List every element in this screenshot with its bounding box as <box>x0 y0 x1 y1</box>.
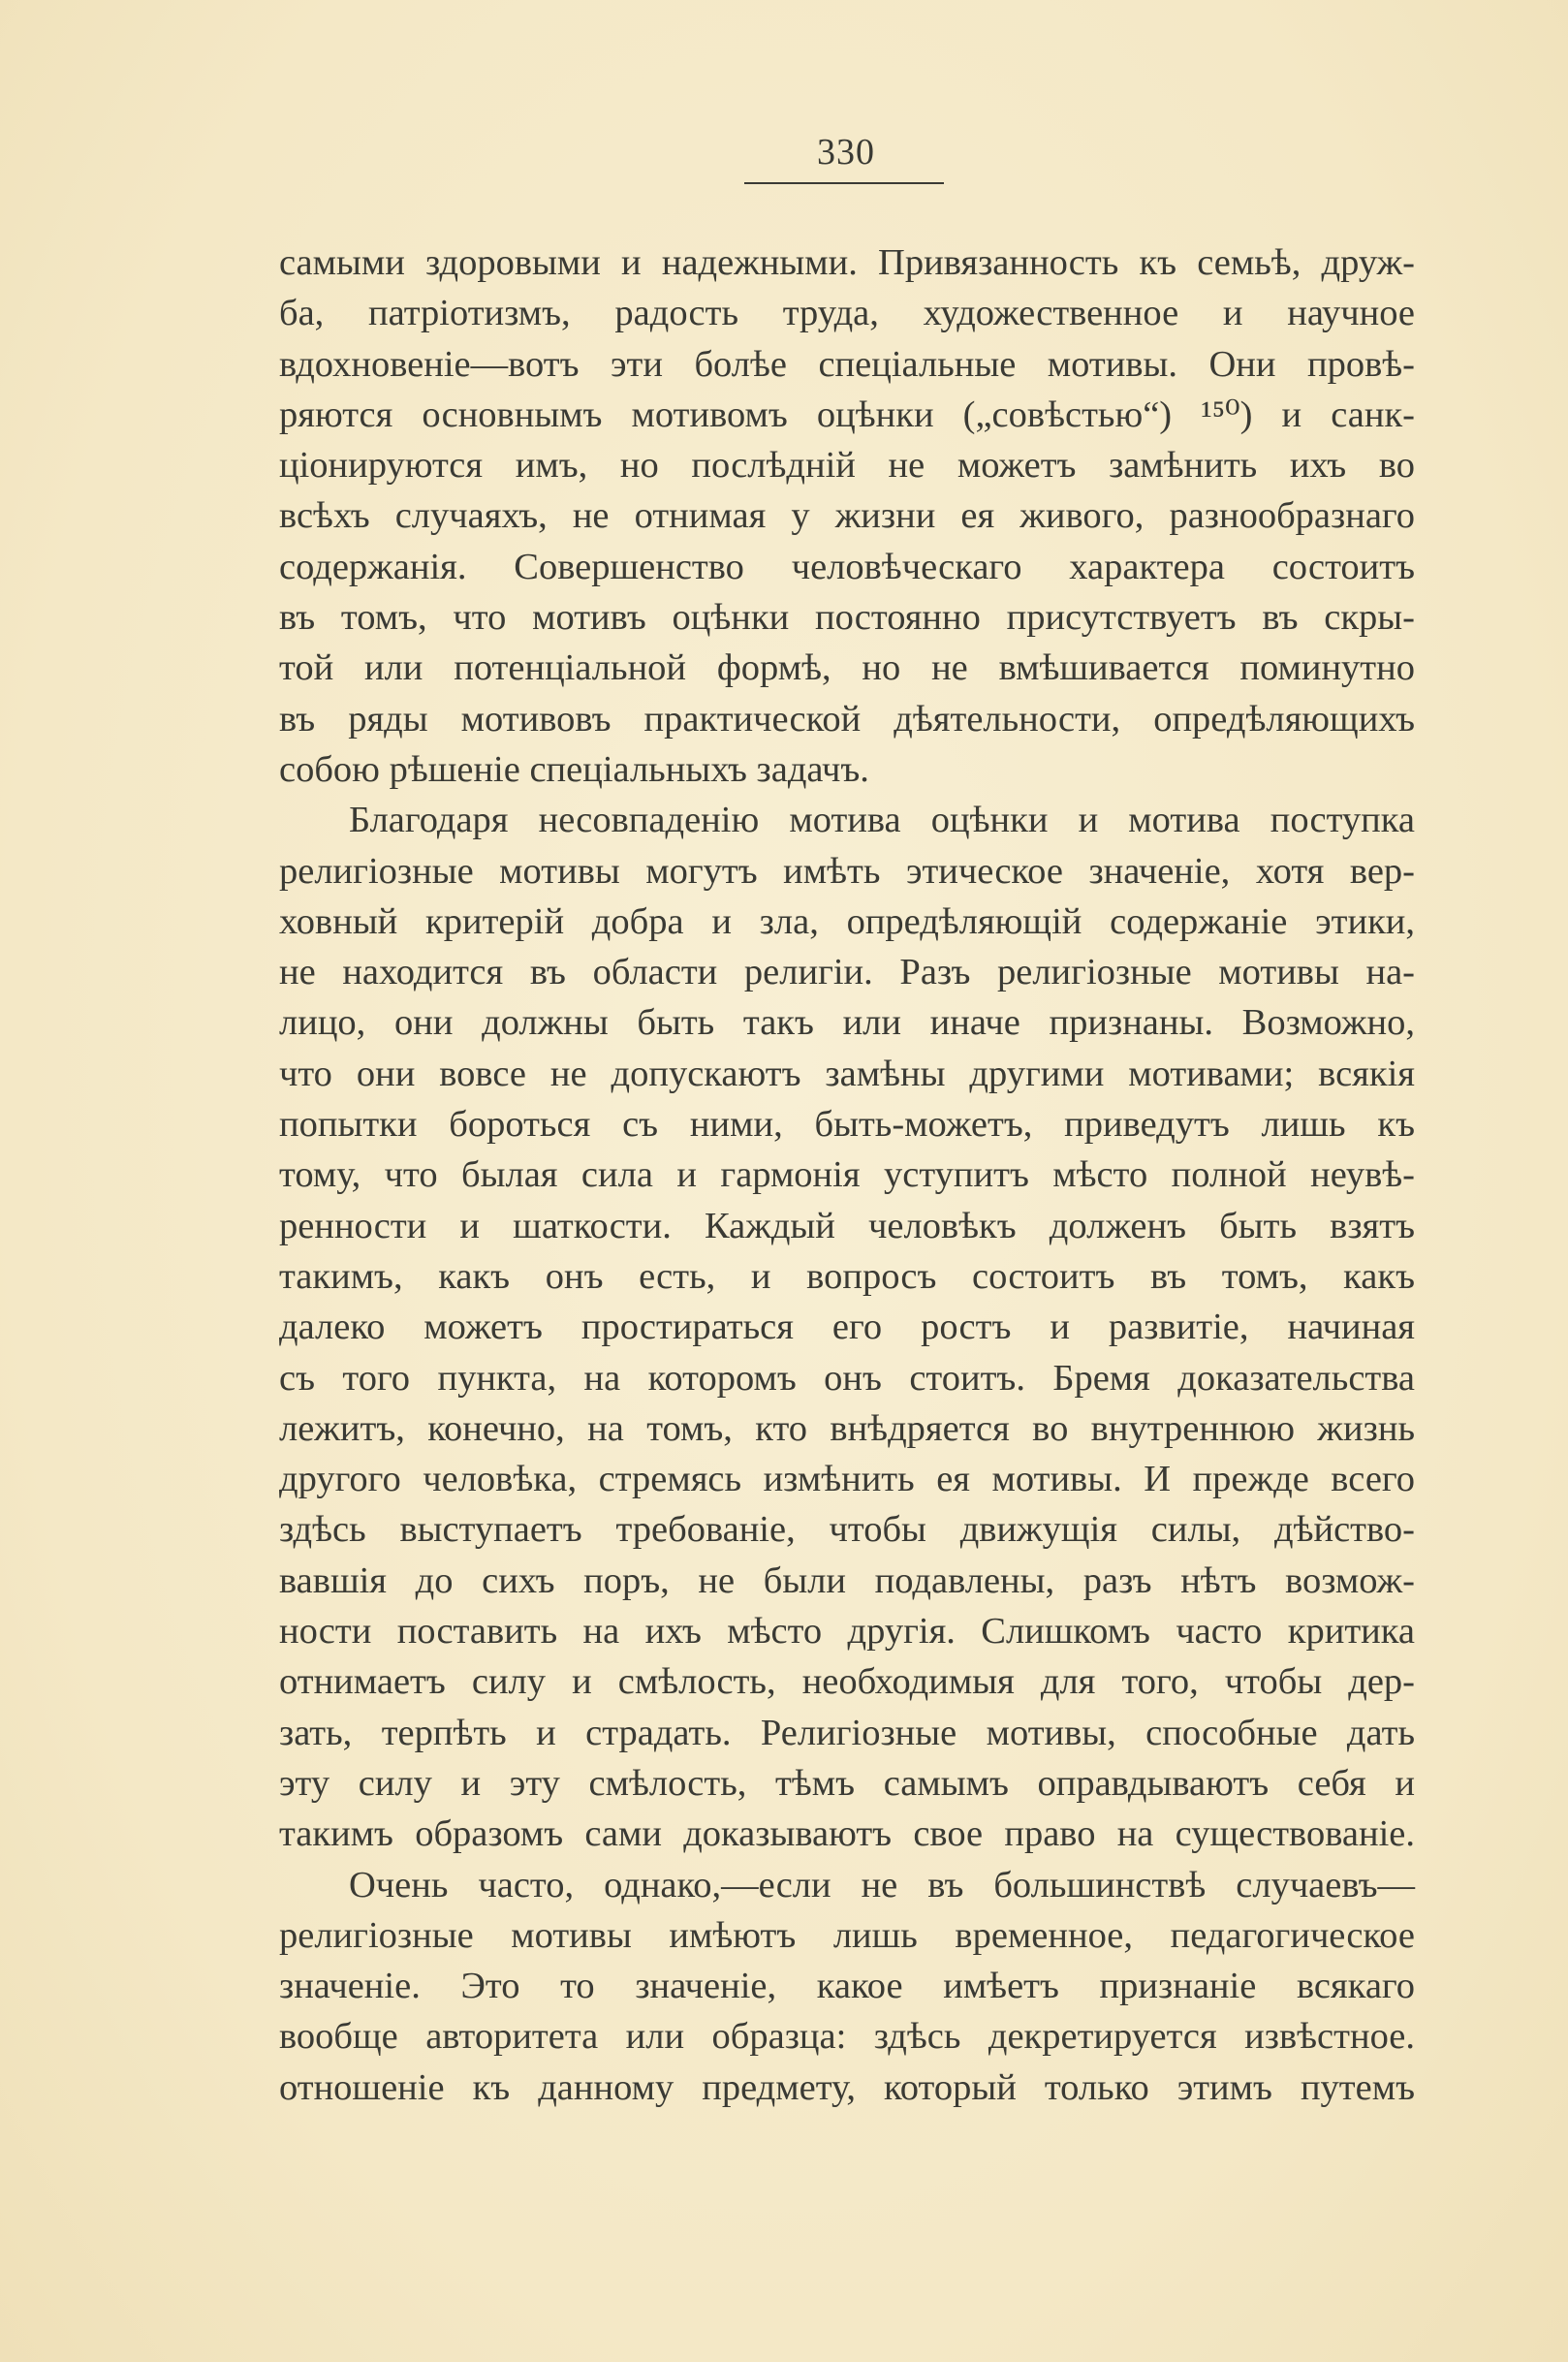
text-line: значеніе. Это то значеніе, какое имѣетъ признаніе всякаго <box>279 1966 1415 2007</box>
text-line: тому, что былая сила и гармонія уступитъ мѣсто полной неувѣ- <box>279 1154 1415 1196</box>
text-line: отношеніе къ данному предмету, который только этимъ путемъ <box>279 2066 1415 2108</box>
paragraph-1 <box>279 237 1415 795</box>
text-line: той или потенціальной формѣ, но не вмѣшивается поминутно <box>279 647 1415 689</box>
text-line: ряются основнымъ мотивомъ оцѣнки („совѣстью“) ¹⁵⁰) и санк- <box>279 394 1415 435</box>
text-line: эту силу и эту смѣлость, тѣмъ самымъ оправдываютъ себя и <box>279 1762 1415 1804</box>
page-number: 330 <box>817 132 875 173</box>
text-line: въ ряды мотивовъ практической дѣятельности, опредѣляющихъ <box>279 698 1415 740</box>
body-text <box>279 237 1415 2113</box>
text-line: вообще авторитета или образца: здѣсь декретируется извѣстное. <box>279 2016 1415 2058</box>
text-line: попытки бороться съ ними, быть-можетъ, приведутъ лишь къ <box>279 1104 1415 1146</box>
page-number-rule <box>744 182 944 184</box>
text-line: Благодаря несовпаденію мотива оцѣнки и мотива поступка <box>349 800 1415 841</box>
paragraph-2 <box>279 795 1415 1859</box>
text-line: лежитъ, конечно, на томъ, кто внѣдряется во внутреннюю жизнь <box>279 1407 1415 1449</box>
text-line: религіозные мотивы имѣютъ лишь временное, педагогическое <box>279 1914 1415 1956</box>
text-line: далеко можетъ простираться его ростъ и развитіе, начиная <box>279 1307 1415 1348</box>
text-line: собою рѣшеніе спеціальныхъ задачъ. <box>279 748 869 790</box>
text-line: зать, терпѣть и страдать. Религіозные мотивы, способные дать <box>279 1712 1415 1753</box>
text-line: такимъ образомъ сами доказываютъ свое право на существованіе. <box>279 1813 1415 1855</box>
text-line: здѣсь выступаетъ требованіе, чтобы движущія силы, дѣйство- <box>279 1509 1415 1551</box>
text-line: такимъ, какъ онъ есть, и вопросъ состоитъ въ томъ, какъ <box>279 1255 1415 1297</box>
text-line: не находится въ области религіи. Разъ религіозные мотивы на- <box>279 952 1415 993</box>
text-line: самыми здоровыми и надежными. Привязанность къ семьѣ, друж- <box>279 242 1415 283</box>
text-line: содержанія. Совершенство человѣческаго характера состоитъ <box>279 546 1415 587</box>
text-line: ціонируются имъ, но послѣдній не можетъ замѣнить ихъ во <box>279 445 1415 487</box>
text-line: отнимаетъ силу и смѣлость, необходимыя для того, чтобы дер- <box>279 1661 1415 1703</box>
text-line: ренности и шаткости. Каждый человѣкъ долженъ быть взятъ <box>279 1205 1415 1246</box>
text-line: другого человѣка, стремясь измѣнить ея мотивы. И прежде всего <box>279 1459 1415 1500</box>
text-line: что они вовсе не допускаютъ замѣны другими мотивами; всякія <box>279 1053 1415 1094</box>
text-line: религіозные мотивы могутъ имѣть этическое значеніе, хотя вер- <box>279 850 1415 892</box>
text-line: лицо, они должны быть такъ или иначе признаны. Возможно, <box>279 1002 1415 1044</box>
text-line: всѣхъ случаяхъ, не отнимая у жизни ея живого, разнообразнаго <box>279 495 1415 537</box>
text-line: въ томъ, что мотивъ оцѣнки постоянно присутствуетъ въ скры- <box>279 597 1415 639</box>
page-number-area <box>744 130 948 174</box>
text-line: съ того пункта, на которомъ онъ стоитъ. Бремя доказательства <box>279 1357 1415 1399</box>
text-line: вдохновеніе—вотъ эти болѣе спеціальные мотивы. Они провѣ- <box>279 343 1415 385</box>
text-line: ба, патріотизмъ, радость труда, художественное и научное <box>279 293 1415 334</box>
text-line: Очень часто, однако,—если не въ большинствѣ случаевъ— <box>349 1864 1415 1905</box>
text-line: ности поставить на ихъ мѣсто другія. Слишкомъ часто критика <box>279 1611 1415 1653</box>
text-line: вавшія до сихъ поръ, не были подавлены, разъ нѣтъ возмож- <box>279 1559 1415 1601</box>
text-line: ховный критерій добра и зла, опредѣляющій содержаніе этики, <box>279 900 1415 942</box>
paragraph-3 <box>279 1860 1415 2113</box>
